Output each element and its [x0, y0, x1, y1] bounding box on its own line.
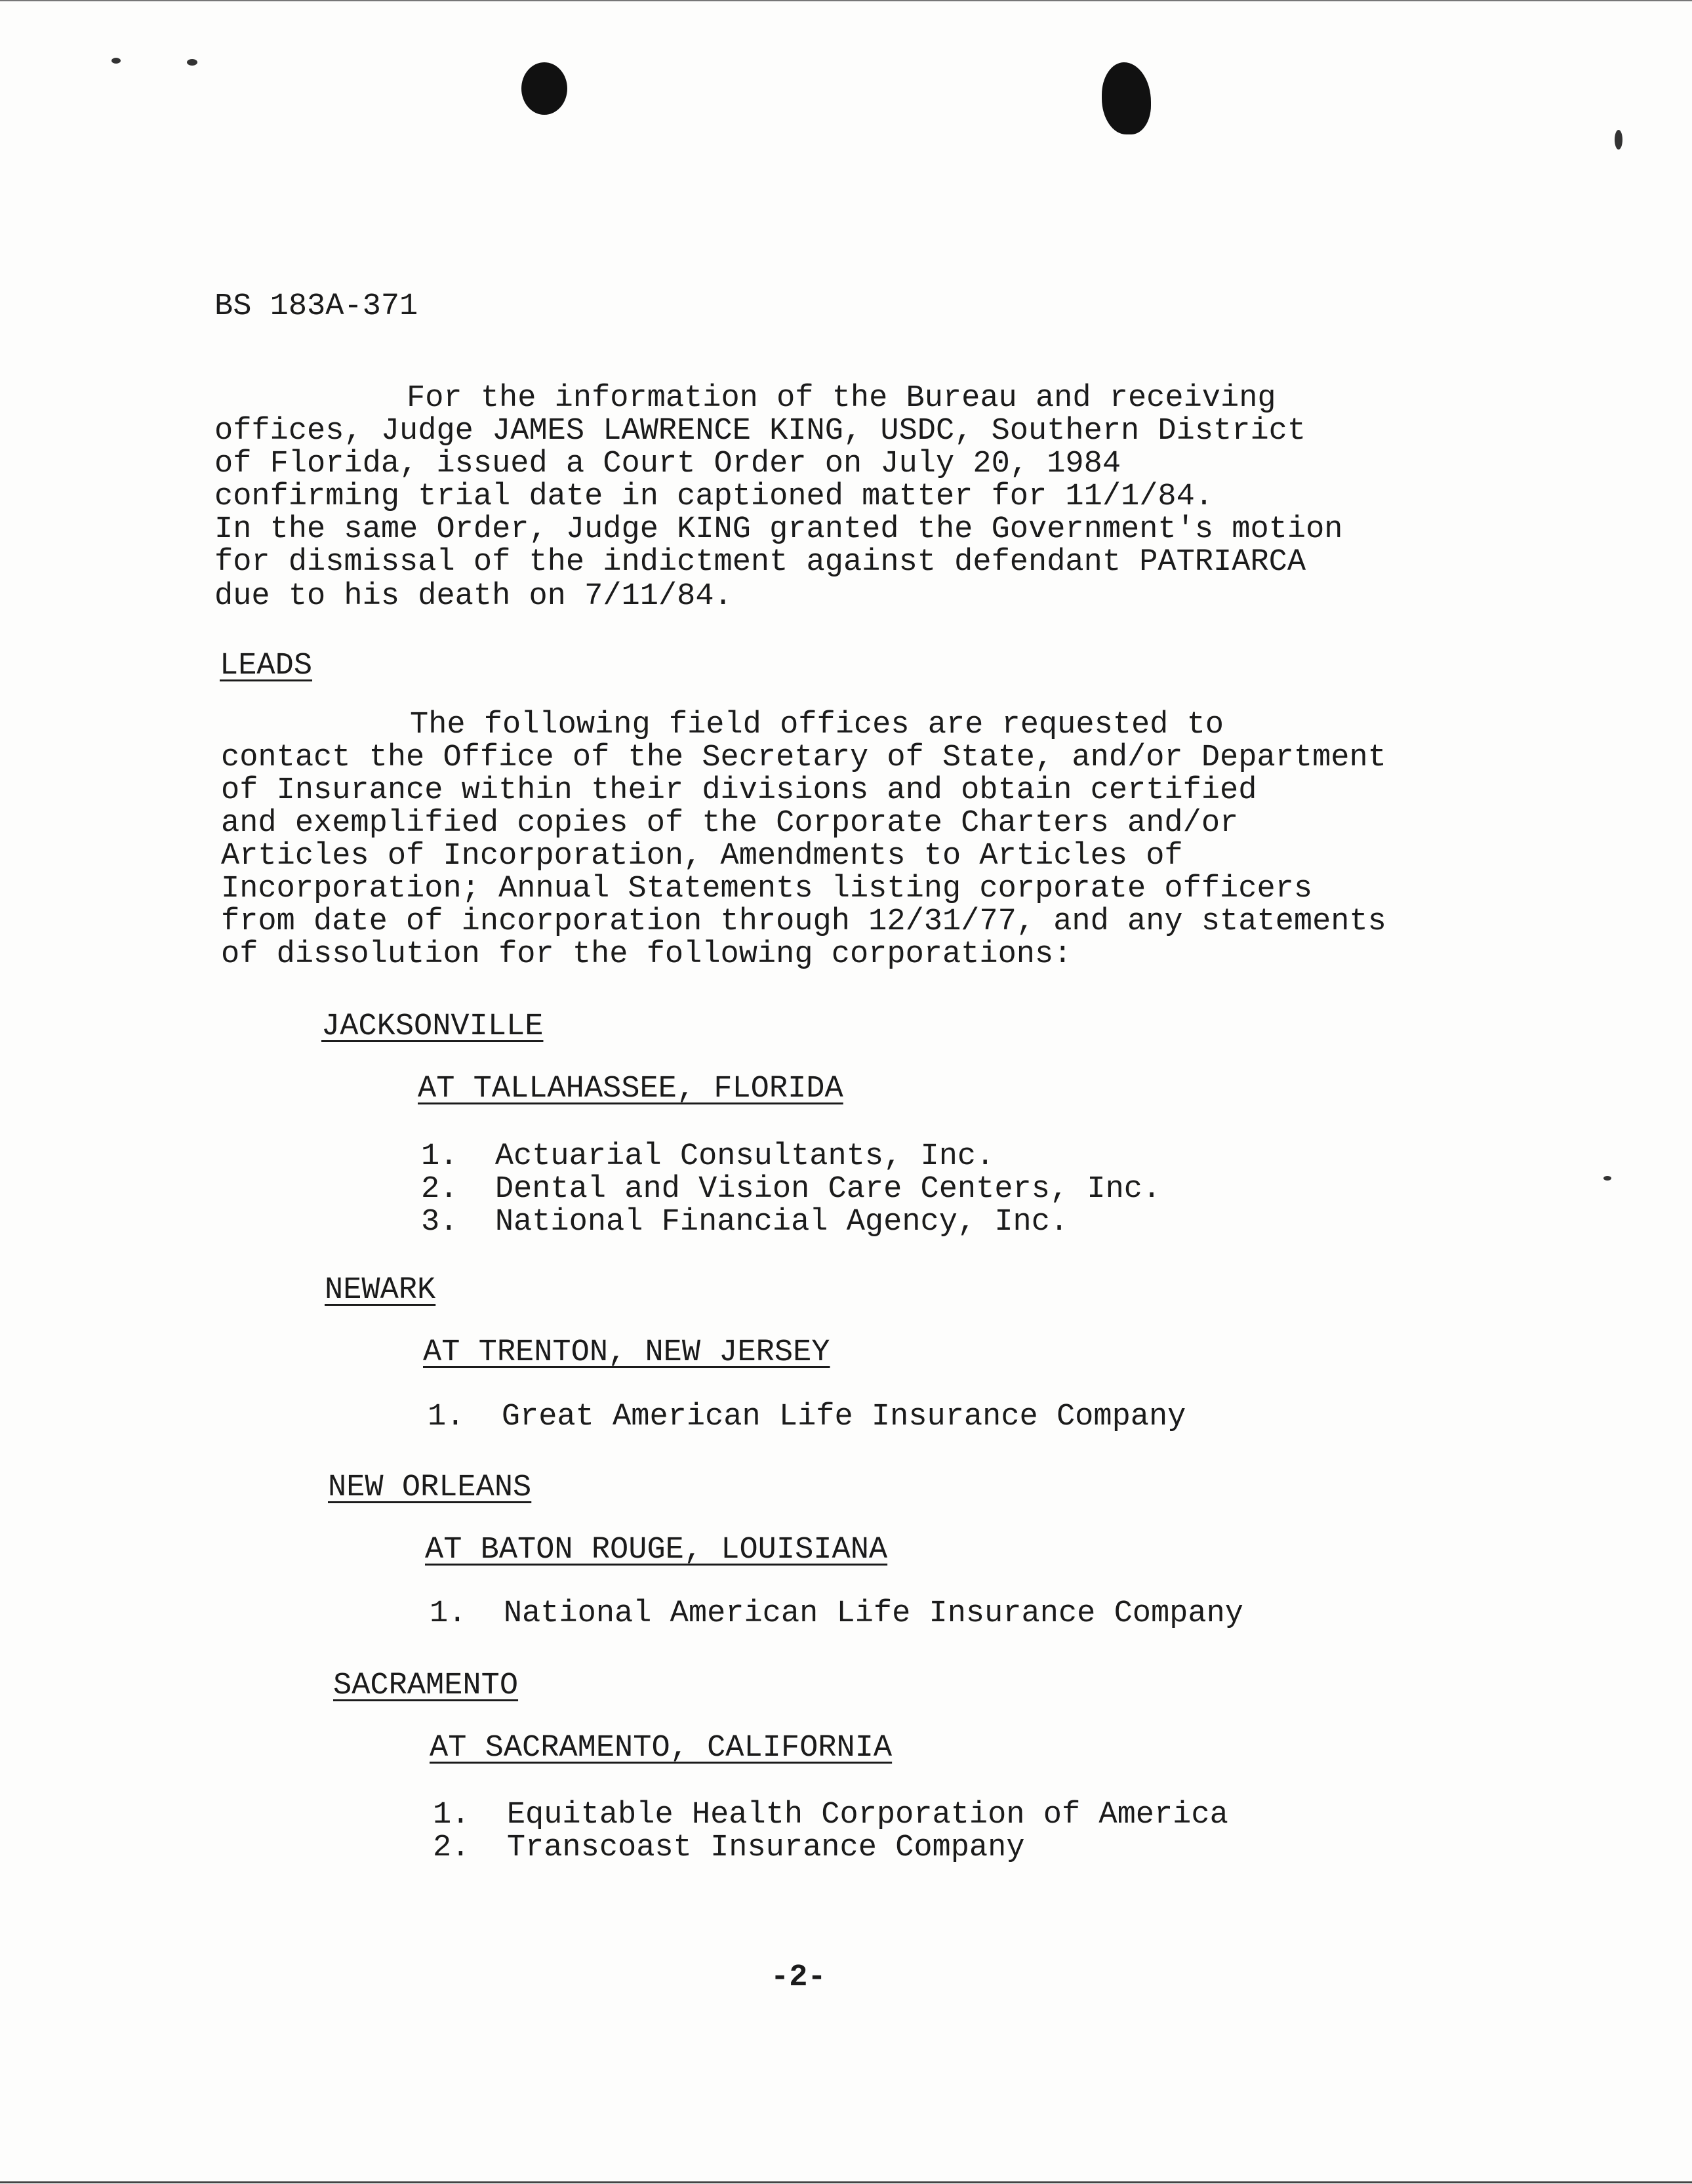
corporation-item: 1. Actuarial Consultants, Inc. — [421, 1139, 995, 1174]
leads-line: contact the Office of the Secretary of State, and/or Department — [221, 740, 1386, 775]
leads-line: Incorporation; Annual Statements listing corporate officers — [221, 872, 1313, 906]
corporation-item: 2. Dental and Vision Care Centers, Inc. — [421, 1172, 1161, 1207]
corporation-item: 1. National American Life Insurance Company — [430, 1596, 1244, 1631]
leads-line: and exemplified copies of the Corporate Charters and/or — [221, 806, 1239, 841]
office-heading-newark: NEWARK — [325, 1273, 436, 1308]
leads-heading: LEADS — [220, 649, 313, 683]
page-number: -2- — [771, 1960, 826, 1995]
corporation-item: 2. Transcoast Insurance Company — [433, 1830, 1025, 1865]
leads-line: of Insurance within their divisions and obtain certified — [221, 773, 1257, 808]
punch-hole-left — [521, 62, 567, 115]
intro-line: For the information of the Bureau and receiving — [407, 381, 1276, 416]
scan-edge-bottom — [0, 2181, 1692, 2183]
corporation-item: 1. Great American Life Insurance Company — [428, 1400, 1186, 1434]
corporation-item: 1. Equitable Health Corporation of America — [433, 1798, 1228, 1832]
intro-line: of Florida, issued a Court Order on July 20, 1984 — [214, 447, 1121, 481]
intro-line: confirming trial date in captioned matter for 11/1/84. — [214, 479, 1214, 514]
leads-line: from date of incorporation through 12/31/77, and any statements — [221, 904, 1386, 939]
scan-speck — [1615, 130, 1622, 150]
scan-speck — [187, 59, 197, 66]
corporation-item: 3. National Financial Agency, Inc. — [421, 1205, 1069, 1240]
intro-line: for dismissal of the indictment against defendant PATRIARCA — [214, 545, 1306, 580]
file-number: BS 183A-371 — [214, 289, 418, 324]
intro-line: due to his death on 7/11/84. — [214, 579, 733, 614]
punch-hole-right — [1102, 62, 1151, 134]
leads-line: Articles of Incorporation, Amendments to Articles of — [221, 839, 1183, 874]
office-location-tallahassee: AT TALLAHASSEE, FLORIDA — [418, 1072, 843, 1106]
office-location-baton-rouge: AT BATON ROUGE, LOUISIANA — [425, 1533, 888, 1567]
scan-speck — [111, 58, 121, 64]
office-heading-new-orleans: NEW ORLEANS — [328, 1470, 532, 1505]
leads-line: The following field offices are requested to — [410, 708, 1224, 742]
office-location-trenton: AT TRENTON, NEW JERSEY — [423, 1335, 830, 1370]
office-heading-sacramento: SACRAMENTO — [333, 1668, 519, 1703]
scan-edge-top — [0, 0, 1692, 1]
intro-line: In the same Order, Judge KING granted the Government's motion — [214, 512, 1343, 547]
leads-line: of dissolution for the following corporations: — [221, 937, 1072, 972]
office-heading-jacksonville: JACKSONVILLE — [321, 1009, 544, 1044]
intro-line: offices, Judge JAMES LAWRENCE KING, USDC, Southern District — [214, 414, 1306, 449]
scan-speck — [1603, 1176, 1611, 1181]
office-location-sacramento: AT SACRAMENTO, CALIFORNIA — [430, 1731, 893, 1766]
